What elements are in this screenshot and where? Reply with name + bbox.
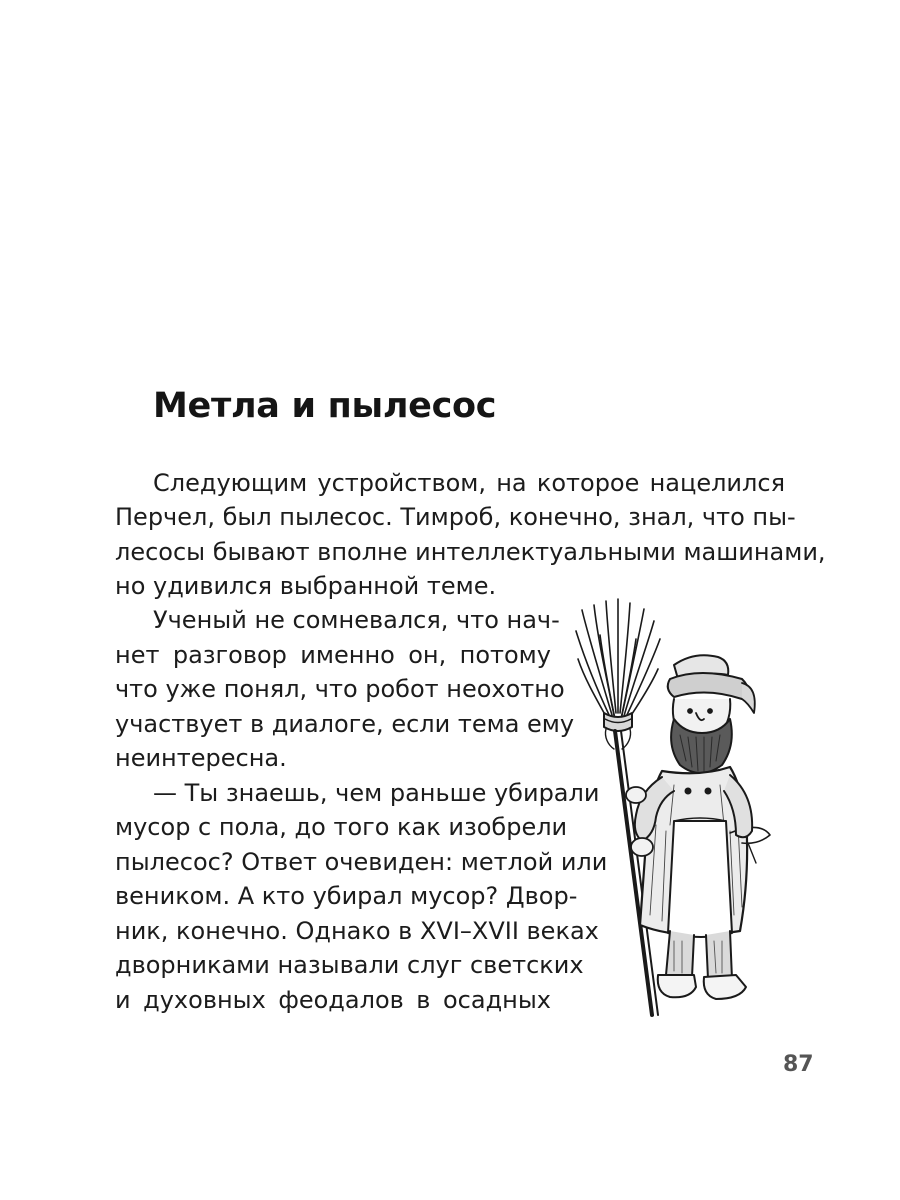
text-line: пылесос? Ответ очевиден: метлой или bbox=[115, 848, 608, 876]
page-number: 87 bbox=[783, 1052, 814, 1077]
text-line: и духовных феодалов в осадных bbox=[115, 986, 551, 1014]
text-line: — Ты знаешь, чем раньше убирали bbox=[153, 779, 600, 807]
section-heading: Метла и пылесос bbox=[153, 386, 497, 426]
broom-bristles bbox=[576, 599, 660, 720]
text-line: мусор с пола, до того как изобрели bbox=[115, 813, 568, 841]
text-line: участвует в диалоге, если тема ему bbox=[115, 710, 575, 738]
janitor-with-broom-illustration bbox=[570, 595, 785, 1020]
text-line: неинтересна. bbox=[115, 744, 287, 772]
text-line: что уже понял, что робот неохотно bbox=[115, 675, 565, 703]
text-line: Перчел, был пылесос. Тимроб, конечно, знал, что пы- bbox=[115, 503, 796, 531]
text-line: Следующим устройством, на которое нацелился bbox=[153, 469, 785, 497]
text-line: веником. А кто убирал мусор? Двор- bbox=[115, 882, 578, 910]
text-line: но удивился выбранной теме. bbox=[115, 572, 497, 600]
text-line: лесосы бывают вполне интеллектуальными машинами, bbox=[115, 538, 826, 566]
text-line: дворниками называли слуг светских bbox=[115, 951, 584, 979]
text-line: нет разговор именно он, потому bbox=[115, 641, 551, 669]
text-line: Ученый не сомневался, что нач- bbox=[153, 606, 560, 634]
text-line: ник, конечно. Однако в XVI–XVII веках bbox=[115, 917, 599, 945]
